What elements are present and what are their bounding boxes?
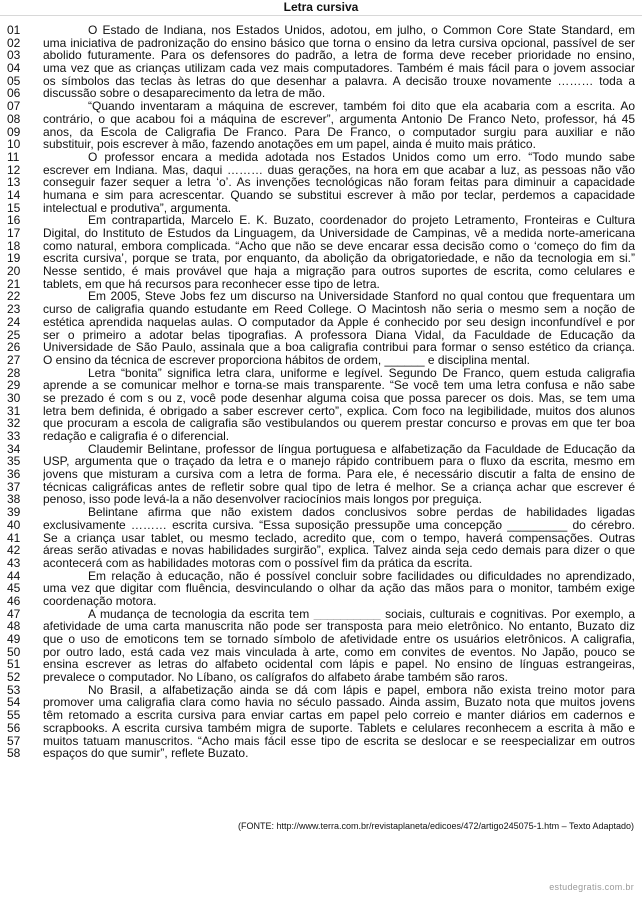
text-line — [0, 49, 642, 62]
line-text: substituir, pois escrever à mão, fazendo anotações em um papel, ainda é muito mais prático. — [43, 138, 536, 151]
line-number: 27 — [7, 352, 21, 367]
line-text: contrário, o que acabou foi a máquina de escrever”, argumenta Antonio De Franco Neto, professor, há 45 — [43, 112, 635, 126]
text-line — [0, 519, 642, 532]
line-text: Em 2005, Steve Jobs fez um discurso na Universidade Stanford no qual contou que frequentara um — [88, 290, 635, 304]
text-line — [0, 684, 642, 697]
line-text: jovens que misturam a cursiva com a letra de forma. Para ele, é necessário discutir a falta de ensino de — [43, 468, 635, 481]
text-line — [0, 316, 642, 329]
line-text: Nesse sentido, é mais provável que haja a migração para outros suportes de escrita, como celulares e — [43, 265, 635, 278]
line-text: scrapbooks. A escrita cursiva também migra de suporte. Tablets e celulares reconhecem a escrita à mão e — [43, 721, 635, 735]
line-text: ser o primeiro a adotar belas tipografias. A professora Diana Vidal, da Faculdade de Educação da — [43, 328, 635, 342]
document-title: Letra cursiva — [283, 0, 359, 14]
text-line — [0, 468, 642, 481]
line-text: acontecerá com as habilidades motoras com o possível fim da prática da escrita. — [43, 556, 473, 570]
text-line — [0, 62, 642, 75]
line-number: 34 — [7, 441, 21, 456]
title-divider — [0, 15, 642, 16]
line-text: A mudança de tecnologia da escrita tem __________ sociais, culturais e cognitivas. Por exemplo, a — [88, 607, 635, 621]
text-line — [0, 443, 642, 456]
text-line — [0, 646, 642, 659]
text-line — [0, 240, 642, 253]
line-number: 11 — [7, 149, 20, 164]
line-text: aprende a se comunicar melhor e torna-se mais transparente. “Se você tem uma letra confusa e não sabe — [43, 379, 635, 392]
text-line — [0, 164, 642, 177]
line-number: 55 — [7, 708, 21, 723]
text-line — [0, 570, 642, 583]
line-text: escrever em Indiana. Mas, daqui ……… duas gerações, na hora em que acabar a luz, as pessoas não vão — [43, 163, 635, 177]
text-line — [0, 176, 642, 189]
line-text: O ensino da técnica de escrever proporciona hábitos de ordem, ______ e disciplina mental. — [43, 353, 530, 367]
line-number: 39 — [7, 505, 21, 520]
text-line — [0, 595, 642, 608]
line-number: 35 — [7, 454, 21, 469]
line-number: 42 — [7, 543, 21, 558]
line-number: 54 — [7, 695, 21, 710]
line-text: os símbolos das teclas às letras do que desenhar a palavra. A decisão trouxe novamente ……… toda a — [43, 74, 635, 88]
line-number: 46 — [7, 593, 21, 608]
text-line — [0, 696, 642, 709]
line-number: 48 — [7, 619, 21, 634]
line-number: 15 — [7, 200, 21, 215]
line-text: Em relação à educação, não é possível concluir sobre facilidades ou dificuldades no aprendizado, — [88, 569, 635, 583]
line-text: que procuram a escola de caligrafia são vestibulandos ou querem prestar concurso e provas em que ter boa — [43, 417, 635, 431]
line-number: 53 — [7, 682, 21, 697]
line-number: 33 — [7, 429, 21, 443]
line-text: espaços do que sumir”, reflete Buzato. — [43, 747, 249, 760]
line-number: 47 — [7, 606, 21, 621]
text-line — [0, 455, 642, 468]
line-number: 04 — [7, 61, 21, 76]
text-line — [0, 430, 642, 443]
text-line — [0, 227, 642, 240]
line-text: têm retomado a escrita cursiva para enviar cartas em papel pelo correio e manter diários em cadernos e — [43, 709, 635, 722]
line-text: intelectual e produtiva”, argumenta. — [43, 201, 232, 215]
text-line — [0, 709, 642, 722]
text-line — [0, 367, 642, 380]
text-line — [0, 417, 642, 430]
text-line — [0, 620, 642, 633]
text-body — [0, 24, 642, 760]
line-text: conseguir fazer sequer a letra ‘o’. As invenções tecnológicas não foram feitas para diminuir a capacidade — [43, 176, 635, 189]
source-citation: (FONTE: http://www.terra.com.br/revistaplaneta/edicoes/472/artigo245075-1.htm – Texto Adaptado) — [237, 821, 634, 831]
line-text: Claudemir Belintane, professor de língua portuguesa e alfabetização da Faculdade de Educação da — [88, 442, 635, 456]
text-line — [0, 151, 642, 164]
text-line — [0, 557, 642, 570]
line-text: escrita cursiva’, porque se trata, por enquanto, da abolição da obrigatoriedade, e não da tecnologia em si.” — [43, 252, 635, 266]
text-line — [0, 392, 642, 405]
line-number: 44 — [7, 568, 21, 583]
line-text: discussão sobre o desaparecimento da letra de mão. — [43, 87, 326, 101]
text-line — [0, 252, 642, 265]
text-line — [0, 24, 642, 37]
line-number: 31 — [7, 403, 21, 418]
line-text: Em contrapartida, Marcelo E. K. Buzato, coordenador do projeto Letramento, Fronteiras e Cultura — [88, 214, 635, 228]
text-line — [0, 113, 642, 126]
line-number: 19 — [7, 251, 21, 266]
text-line — [0, 303, 642, 316]
line-text: coordenação motora. — [43, 594, 157, 608]
line-text: No Brasil, a alfabetização ainda se dá com lápis e papel, embora não exista treino motor para — [88, 683, 635, 697]
text-line — [0, 405, 642, 418]
line-number: 08 — [7, 111, 21, 126]
line-number: 37 — [7, 479, 21, 494]
watermark: estudegratis.com.br — [549, 882, 634, 892]
line-number: 45 — [7, 581, 21, 596]
text-line — [0, 481, 642, 494]
line-number: 01 — [7, 23, 21, 37]
line-text: promover uma caligrafia clara como havia no século passado. Ainda assim, Buzato nota que muitos jovens — [43, 696, 635, 710]
text-line — [0, 379, 642, 392]
line-number: 58 — [7, 746, 21, 761]
text-line — [0, 582, 642, 595]
text-line — [0, 126, 642, 139]
text-line — [0, 747, 642, 760]
line-text: abolido futuramente. Para os defensores do padrão, a letra de forma deve receber prioridade no ensino, — [43, 49, 635, 63]
line-number: 43 — [7, 555, 21, 570]
line-text: Se a criança usar tablet, ou mesmo teclado, acredito que, com o tempo, haverá compensações. Outras — [43, 531, 635, 545]
text-line — [0, 544, 642, 557]
text-line — [0, 329, 642, 342]
line-text: como natural, embora complicada. “Acho que não se deve encarar essa decisão como o ‘começo do fim da — [43, 239, 635, 253]
line-number: 25 — [7, 327, 21, 342]
line-number: 29 — [7, 378, 21, 393]
line-text: redação e caligrafia é o diferencial. — [43, 430, 230, 443]
line-text: Letra “bonita” significa letra clara, uniforme e legível. Segundo De Franco, quem estuda caligrafia — [88, 366, 635, 380]
line-number: 09 — [7, 124, 21, 139]
text-line — [0, 290, 642, 303]
line-number: 07 — [7, 99, 21, 114]
text-line — [0, 278, 642, 291]
line-text: tablets, em que há recursos para reconhecer esse tipo de letra. — [43, 277, 380, 291]
line-text: letra bem definida, é obrigado a saber escrever certo”, explica. Com foco na legibilidade, muitos dos alunos — [43, 404, 635, 418]
line-text: uma vez que digitar com fluência, desvinculando o olhar da ação das mãos para o monitor, também exige — [43, 582, 635, 595]
text-line — [0, 214, 642, 227]
line-number: 03 — [7, 48, 21, 63]
text-line — [0, 532, 642, 545]
line-number: 51 — [7, 657, 21, 672]
line-text: se prezado é com s ou z, você pode desenhar alguma coisa que possa parecer os dois. Mas, se tem uma — [43, 391, 635, 405]
line-text: afetividade de uma carta manuscrita não pode ser transposta para meio eletrônico. No entanto, Buzato diz — [43, 620, 635, 634]
text-line — [0, 189, 642, 202]
line-number: 23 — [7, 302, 21, 317]
line-text: que o uso de emoticons tem se tornado símbolo de afetividade entre os usuários eletrônicos. A caligrafia, — [43, 633, 635, 646]
text-line — [0, 671, 642, 684]
line-text: uma vez que as crianças utilizam cada vez mais computadores. Também é mais fácil para o jovem associar — [43, 62, 635, 75]
line-number: 02 — [7, 35, 21, 50]
line-text: O professor encara a medida adotada nos Estados Unidos como um erro. “Todo mundo sabe — [88, 150, 635, 164]
line-text: anos, da Escola de Caligrafia De Franco. Para De Franco, o computador surgiu para auxiliar e não — [43, 125, 635, 139]
line-number: 20 — [7, 264, 21, 279]
line-number: 13 — [7, 175, 21, 190]
line-number: 24 — [7, 314, 21, 329]
text-line — [0, 341, 642, 354]
line-number: 49 — [7, 632, 21, 646]
text-line — [0, 658, 642, 671]
text-line — [0, 202, 642, 215]
line-number: 38 — [7, 492, 21, 507]
line-number: 56 — [7, 720, 21, 735]
line-number: 36 — [7, 467, 21, 482]
line-number: 26 — [7, 340, 21, 355]
text-line — [0, 493, 642, 506]
line-number: 12 — [7, 162, 21, 177]
line-text: exclusivamente ……… escrita cursiva. “Essa suposição pressupõe uma concepção _________ do cérebro. — [43, 518, 635, 532]
line-text: muitos tatuam manuscritos. “Acho mais fácil esse tipo de escrita se deslocar e se reespecializar em outros — [43, 734, 635, 748]
line-number: 41 — [7, 530, 21, 545]
line-number: 32 — [7, 416, 21, 431]
line-number: 52 — [7, 670, 21, 685]
line-number: 18 — [7, 238, 21, 253]
text-line — [0, 75, 642, 88]
line-number: 06 — [7, 86, 21, 101]
line-number: 16 — [7, 213, 21, 228]
text-line — [0, 722, 642, 735]
line-number: 30 — [7, 390, 21, 405]
line-text: humana e sim para acrescentar. Quando se substitui escrever à mão por teclar, perdemos a capacidade — [43, 188, 635, 202]
line-text: “Quando inventaram a máquina de escrever, também foi dito que ela acabaria com a escrita. Ao — [88, 100, 635, 113]
line-text: curso de caligrafia quando estudante em Reed College. O Macintosh não seria o mesmo sem a noção de — [43, 303, 635, 316]
line-text: penoso, isso pode levá-la a não desenvolver raciocínios mais longos por preguiça. — [43, 493, 482, 507]
line-number: 17 — [7, 226, 21, 240]
line-text: Digital, do Instituto de Estudos da Linguagem, da Universidade de Campinas, vê a medida norte-americana — [43, 227, 635, 240]
line-text: estética aprendida naquelas aulas. O computador da Apple é conhecido por seu design inconfundível e por — [43, 315, 635, 329]
line-number: 40 — [7, 517, 21, 532]
line-text: Belintane afirma que não existem dados conclusivos sobre perdas de habilidades ligadas — [88, 506, 635, 519]
text-line — [0, 37, 642, 50]
line-number: 57 — [7, 733, 21, 748]
line-text: áreas serão ativadas e novas habilidades surgirão”, explica. Talvez ainda seja cedo demais para dizer o que — [43, 544, 635, 557]
line-text: técnicas caligráficas antes de refletir sobre qual tipo de letra é melhor. Se a criança achar que escrever é — [43, 480, 635, 494]
line-text: ensina escrever as letras do alfabeto ocidental com lápis e papel. No ensino de línguas estrangeiras, — [43, 658, 635, 672]
line-number: 14 — [7, 187, 21, 202]
text-line — [0, 506, 642, 519]
line-number: 22 — [7, 289, 21, 304]
text-line — [0, 608, 642, 621]
line-text: Universidade de São Paulo, assinala que a boa caligrafia contribui para formar o senso estético da criança. — [43, 341, 635, 354]
line-text: USP, argumenta que o traçado da letra e o manejo rápido contribuem para o fluxo da escrita, mesmo em — [43, 455, 635, 469]
line-text: prevalece o computador. No Líbano, os calígrafos do alfabeto árabe também são raros. — [43, 671, 508, 684]
text-line — [0, 633, 642, 646]
text-line — [0, 354, 642, 367]
text-line — [0, 265, 642, 278]
text-line — [0, 100, 642, 113]
text-line — [0, 138, 642, 151]
text-line — [0, 735, 642, 748]
line-text: por outro lado, está cada vez mais vinculada à arte, como em convites de eventos. No Japão, pouco se — [43, 645, 635, 659]
line-text: uma iniciativa de padronização do ensino básico que torna o ensino da letra cursiva opcional, passível de ser — [43, 36, 635, 50]
line-number: 21 — [7, 276, 21, 291]
line-number: 10 — [7, 137, 21, 152]
line-number: 05 — [7, 73, 21, 88]
line-number: 28 — [7, 365, 21, 380]
line-number: 50 — [7, 644, 21, 659]
line-text: O Estado de Indiana, nos Estados Unidos, adotou, em julho, o Common Core State Standard, em — [88, 24, 635, 37]
text-line — [0, 87, 642, 100]
